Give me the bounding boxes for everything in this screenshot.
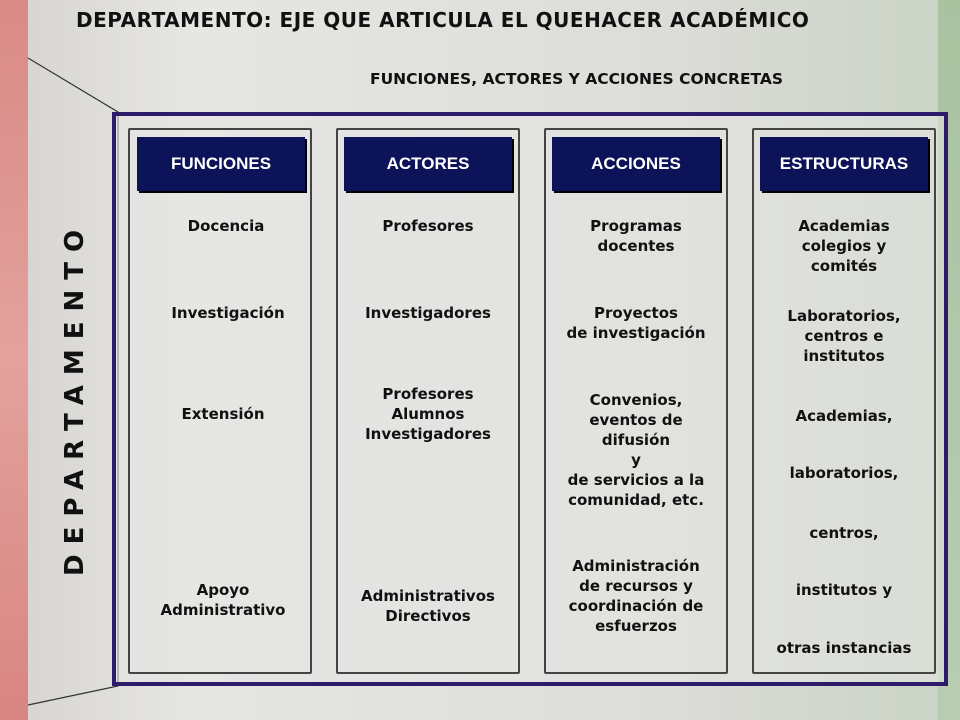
actor-profesores-alumnos-investigadores: Profesores Alumnos Investigadores: [365, 385, 491, 443]
accion-administracion-recursos: Administración de recursos y coordinación de esfuerzos: [568, 557, 704, 635]
page-subtitle: FUNCIONES, ACTORES Y ACCIONES CONCRETAS: [370, 70, 784, 88]
funcion-docencia: Docencia: [187, 217, 265, 235]
estructura-academias-colegios-comites: Academias colegios y comités: [798, 217, 890, 275]
actor-investigadores: Investigadores: [365, 304, 491, 322]
estructura-otras-instancias: otras instancias: [776, 639, 912, 657]
estructura-laboratorios-centros-institutos: Laboratorios, centros e institutos: [787, 307, 901, 365]
accion-convenios-eventos-servicios: Convenios, eventos de difusión y de servicios a la comunidad, etc.: [567, 391, 705, 509]
accion-programas-docentes: Programas docentes: [590, 217, 682, 255]
page-title: DEPARTAMENTO: EJE QUE ARTICULA EL QUEHACER ACADÉMICO: [76, 8, 810, 32]
estructura-laboratorios: laboratorios,: [789, 464, 899, 482]
actor-administrativos-directivos: Administrativos Directivos: [361, 587, 495, 625]
header-funciones: FUNCIONES: [137, 137, 305, 191]
department-vertical-label: DEPARTAMENTO: [60, 219, 90, 577]
estructura-academias: Academias,: [795, 407, 893, 425]
header-estructuras: ESTRUCTURAS: [760, 137, 928, 191]
accion-proyectos-investigacion: Proyectos de investigación: [566, 304, 706, 342]
actor-profesores: Profesores: [382, 217, 474, 235]
funcion-extension: Extensión: [181, 405, 265, 423]
funcion-apoyo-administrativo: Apoyo Administrativo: [160, 581, 286, 619]
header-actores: ACTORES: [344, 137, 512, 191]
header-acciones: ACCIONES: [552, 137, 720, 191]
estructura-centros: centros,: [809, 524, 879, 542]
funcion-investigacion: Investigación: [171, 304, 285, 322]
estructura-institutos: institutos y: [795, 581, 893, 599]
